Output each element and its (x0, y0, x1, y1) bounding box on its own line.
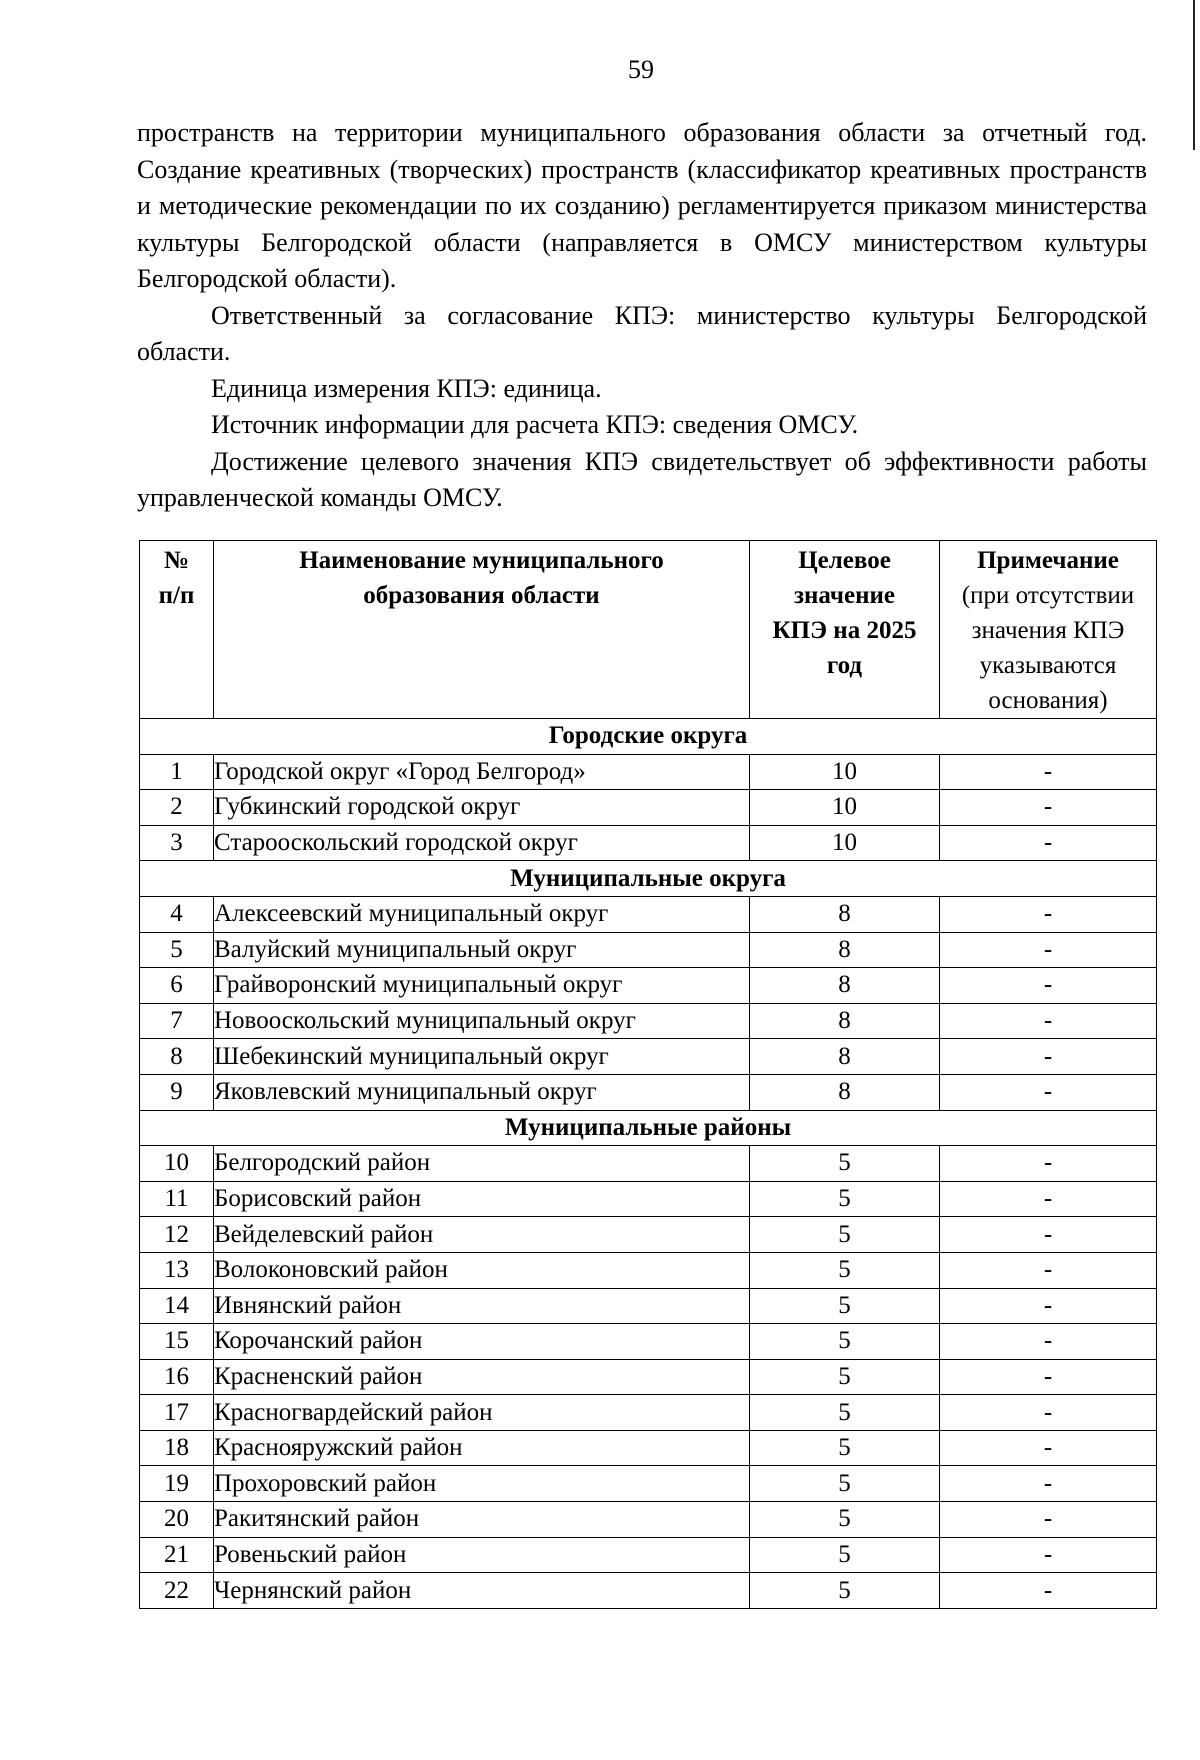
paragraph-5: Достижение целевого значения КПЭ свидетельствует об эффективности работы управленческой команды ОМСУ. (137, 446, 1147, 512)
target-value: 5 (750, 1288, 940, 1324)
table-row (140, 1003, 1157, 1039)
target-value: 8 (750, 932, 940, 968)
row-note: - (940, 790, 1157, 826)
municipality-name: Ровеньский район (214, 1537, 750, 1573)
row-note: - (940, 1573, 1157, 1609)
target-value: 8 (750, 1039, 940, 1075)
table-row (140, 1181, 1157, 1217)
municipality-name: Ракитянский район (214, 1502, 750, 1538)
municipality-name: Ивнянский район (214, 1288, 750, 1324)
header-note (940, 541, 1157, 719)
municipality-name: Борисовский район (214, 1181, 750, 1217)
target-value: 5 (750, 1217, 940, 1253)
municipality-name: Валуйский муниципальный округ (214, 932, 750, 968)
row-note: - (940, 1395, 1157, 1431)
municipality-name: Вейделевский район (214, 1217, 750, 1253)
row-note: - (940, 1252, 1157, 1288)
table-row (140, 1537, 1157, 1573)
municipality-name: Белгородский район (214, 1146, 750, 1182)
row-note: - (940, 1039, 1157, 1075)
target-value: 8 (750, 1003, 940, 1039)
target-value: 5 (750, 1537, 940, 1573)
municipality-name: Алексеевский муниципальный округ (214, 896, 750, 932)
table-row (140, 1146, 1157, 1182)
row-number: 15 (140, 1324, 214, 1360)
row-note: - (940, 1217, 1157, 1253)
row-number: 20 (140, 1502, 214, 1538)
target-value: 5 (750, 1324, 940, 1360)
row-number: 22 (140, 1573, 214, 1609)
municipality-name: Чернянский район (214, 1573, 750, 1609)
table-row (140, 896, 1157, 932)
header-name: Наименование муниципального образования области (214, 541, 750, 719)
municipality-name: Шебекинский муниципальный округ (214, 1039, 750, 1075)
row-number: 1 (140, 754, 214, 790)
group-title: Муниципальные районы (140, 1110, 1157, 1146)
table-row (140, 968, 1157, 1004)
row-note: - (940, 1324, 1157, 1360)
table-row (140, 1466, 1157, 1502)
paragraph-1: пространств на территории муниципального образования области за отчетный год. Создание креативных (творческих) пространств (классификатор креативных пространств и методические рекомендации по их созданию) регламентируется приказом министерства культуры Белгородской области (направляется в ОМСУ министерством культуры Белгородской области). (137, 118, 1147, 293)
table-row (140, 1430, 1157, 1466)
municipality-name: Волоконовский район (214, 1252, 750, 1288)
row-note: - (940, 932, 1157, 968)
row-note: - (940, 1288, 1157, 1324)
target-value: 8 (750, 1074, 940, 1110)
row-note: - (940, 1430, 1157, 1466)
target-value: 5 (750, 1395, 940, 1431)
row-number: 2 (140, 790, 214, 826)
row-note: - (940, 1359, 1157, 1395)
group-header-row (140, 719, 1157, 755)
row-number: 8 (140, 1039, 214, 1075)
table-row (140, 932, 1157, 968)
row-number: 9 (140, 1074, 214, 1110)
table-row (140, 790, 1157, 826)
target-value: 10 (750, 754, 940, 790)
group-header-row (140, 1110, 1157, 1146)
municipality-name: Губкинский городской округ (214, 790, 750, 826)
row-note: - (940, 896, 1157, 932)
table-row (140, 1324, 1157, 1360)
row-number: 14 (140, 1288, 214, 1324)
row-number: 5 (140, 932, 214, 968)
page-number: 59 (628, 55, 654, 84)
header-note-subtitle: (при отсутствии значения КПЭ указываются основания) (961, 582, 1135, 714)
group-title: Городские округа (140, 719, 1157, 755)
row-note: - (940, 825, 1157, 861)
target-value: 5 (750, 1502, 940, 1538)
municipality-name: Грайворонский муниципальный округ (214, 968, 750, 1004)
group-title: Муниципальные округа (140, 861, 1157, 897)
target-value: 8 (750, 896, 940, 932)
row-note: - (940, 1502, 1157, 1538)
table-body (140, 719, 1157, 1609)
municipality-name: Старооскольский городской округ (214, 825, 750, 861)
target-value: 5 (750, 1573, 940, 1609)
row-note: - (940, 1003, 1157, 1039)
row-number: 13 (140, 1252, 214, 1288)
row-number: 6 (140, 968, 214, 1004)
table-row (140, 1039, 1157, 1075)
target-value: 10 (750, 790, 940, 826)
row-note: - (940, 1181, 1157, 1217)
row-note: - (940, 1537, 1157, 1573)
row-number: 12 (140, 1217, 214, 1253)
target-value: 5 (750, 1146, 940, 1182)
target-value: 10 (750, 825, 940, 861)
table-row (140, 1288, 1157, 1324)
municipality-name: Краснояружский район (214, 1430, 750, 1466)
row-note: - (940, 968, 1157, 1004)
header-num: № п/п (140, 541, 214, 719)
target-value: 5 (750, 1359, 940, 1395)
table-row (140, 1395, 1157, 1431)
table-row (140, 825, 1157, 861)
paragraph-3: Единица измерения КПЭ: единица. (211, 373, 602, 403)
target-value: 5 (750, 1466, 940, 1502)
target-value: 5 (750, 1252, 940, 1288)
row-number: 3 (140, 825, 214, 861)
table-row (140, 1502, 1157, 1538)
municipality-name: Красненский район (214, 1359, 750, 1395)
row-note: - (940, 754, 1157, 790)
table-row (140, 1573, 1157, 1609)
header-note-title: Примечание (977, 547, 1119, 574)
row-number: 17 (140, 1395, 214, 1431)
row-number: 11 (140, 1181, 214, 1217)
row-number: 7 (140, 1003, 214, 1039)
row-number: 10 (140, 1146, 214, 1182)
table-row (140, 1359, 1157, 1395)
municipality-name: Красногвардейский район (214, 1395, 750, 1431)
kpe-table (139, 540, 1157, 1609)
table-row (140, 1217, 1157, 1253)
body-text (137, 115, 1147, 517)
header-value: Целевое значение КПЭ на 2025 год (750, 541, 940, 719)
table-row (140, 1074, 1157, 1110)
target-value: 5 (750, 1430, 940, 1466)
row-number: 21 (140, 1537, 214, 1573)
municipality-name: Новооскольский муниципальный округ (214, 1003, 750, 1039)
row-note: - (940, 1146, 1157, 1182)
row-number: 16 (140, 1359, 214, 1395)
target-value: 5 (750, 1181, 940, 1217)
group-header-row (140, 861, 1157, 897)
table-header-row (140, 541, 1157, 719)
row-note: - (940, 1466, 1157, 1502)
target-value: 8 (750, 968, 940, 1004)
municipality-name: Корочанский район (214, 1324, 750, 1360)
row-number: 18 (140, 1430, 214, 1466)
table-row (140, 754, 1157, 790)
paragraph-4: Источник информации для расчета КПЭ: сведения ОМСУ. (211, 410, 859, 439)
municipality-name: Прохоровский район (214, 1466, 750, 1502)
row-number: 19 (140, 1466, 214, 1502)
paragraph-2: Ответственный за согласование КПЭ: министерство культуры Белгородской области. (137, 300, 1147, 366)
table-row (140, 1252, 1157, 1288)
row-number: 4 (140, 896, 214, 932)
municipality-name: Городской округ «Город Белгород» (214, 754, 750, 790)
municipality-name: Яковлевский муниципальный округ (214, 1074, 750, 1110)
row-note: - (940, 1074, 1157, 1110)
